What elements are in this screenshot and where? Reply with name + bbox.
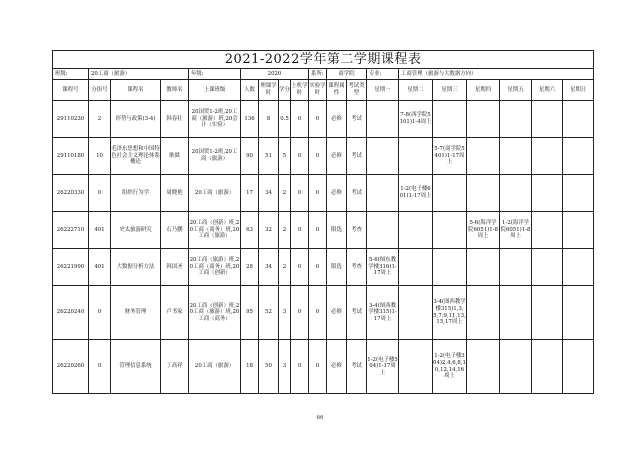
major-label: 专业: — [367, 69, 399, 80]
class-list: 20工商（旅游） — [189, 340, 241, 394]
monday-slot: 3-4(图西教学楼315)1-17周上 — [367, 286, 399, 340]
course-row — [53, 101, 594, 138]
course-name: 形势与政策(3-4) — [111, 101, 161, 138]
course-row — [53, 249, 594, 286]
student-count: 136 — [241, 101, 259, 138]
column-header: 上机学时 — [291, 80, 309, 101]
lab-hours: 0 — [309, 340, 327, 394]
course-name: 管理信息系统 — [111, 340, 161, 394]
student-count: 17 — [241, 175, 259, 212]
class-value: 20工商（旅游） — [89, 69, 189, 80]
column-header: 星期一 — [367, 80, 399, 101]
computer-hours: 0 — [291, 249, 309, 286]
course-row — [53, 138, 594, 175]
wednesday-slot — [433, 175, 467, 212]
course-number: 26222710 — [53, 212, 89, 249]
thursday-slot — [467, 286, 500, 340]
column-header: 星期五 — [500, 80, 532, 101]
sunday-slot — [563, 340, 594, 394]
course-number: 26221990 — [53, 249, 89, 286]
friday-slot — [500, 249, 532, 286]
group-number: 401 — [89, 249, 111, 286]
teacher-name: 周晓艳 — [161, 175, 189, 212]
friday-slot: 1-2(海洋学院6051)1-8周上 — [500, 212, 532, 249]
group-number: 0 — [89, 286, 111, 340]
friday-slot — [500, 101, 532, 138]
teacher-name: 韩春壮 — [161, 101, 189, 138]
student-count: 63 — [241, 212, 259, 249]
dept-label: 系所: — [309, 69, 327, 80]
course-row — [53, 212, 594, 249]
group-number: 401 — [89, 212, 111, 249]
credits: 2 — [279, 212, 291, 249]
credits: 2 — [279, 249, 291, 286]
credits: 3 — [279, 286, 291, 340]
saturday-slot — [532, 249, 563, 286]
sunday-slot — [563, 175, 594, 212]
wednesday-slot — [433, 249, 467, 286]
timetable — [52, 50, 594, 394]
saturday-slot — [532, 175, 563, 212]
column-header: 课程名 — [111, 80, 161, 101]
computer-hours: 0 — [291, 286, 309, 340]
course-number: 26220330 — [53, 175, 89, 212]
thursday-slot — [467, 340, 500, 394]
course-name: 大数据分析方法 — [111, 249, 161, 286]
exam-type: 考试 — [347, 286, 367, 340]
credits: 3 — [279, 340, 291, 394]
column-header: 分组号 — [89, 80, 111, 101]
course-name: 毛泽东思想和中国特色社会主义理论体系概论 — [111, 138, 161, 175]
lecture-hours: 50 — [259, 340, 279, 394]
column-header: 人数 — [241, 80, 259, 101]
group-number: 0 — [89, 340, 111, 394]
monday-slot: 5-6(图东教学楼316)1-17周上 — [367, 249, 399, 286]
course-number: 26220240 — [53, 286, 89, 340]
lecture-hours: 32 — [259, 212, 279, 249]
course-name: 史太旅游研究 — [111, 212, 161, 249]
course-number: 26220260 — [53, 340, 89, 394]
class-list: 20工商（创新）班,20工商（旅游）班,20工商（商务） — [189, 286, 241, 340]
group-number: 10 — [89, 138, 111, 175]
lecture-hours: 34 — [259, 175, 279, 212]
credits: 2 — [279, 175, 291, 212]
sunday-slot — [563, 286, 594, 340]
major-value: 工商管理（旅游与大数据方向） — [399, 69, 594, 80]
computer-hours: 0 — [291, 101, 309, 138]
lecture-hours: 8 — [259, 101, 279, 138]
thursday-slot — [467, 101, 500, 138]
header-row — [53, 80, 594, 101]
exam-type: 考试 — [347, 175, 367, 212]
monday-slot — [367, 101, 399, 138]
page-title: 2021-2022学年第二学期课程表 — [53, 51, 594, 69]
lab-hours: 0 — [309, 212, 327, 249]
monday-slot — [367, 175, 399, 212]
course-name: 组织行为学 — [111, 175, 161, 212]
column-header: 实验学时 — [309, 80, 327, 101]
monday-slot — [367, 138, 399, 175]
course-attribute: 必修 — [327, 286, 347, 340]
thursday-slot — [467, 138, 500, 175]
teacher-name: 韩国圣 — [161, 249, 189, 286]
tuesday-slot — [399, 340, 433, 394]
wednesday-slot: 3-4(图西教学楼315)1,3,5,7,9,11,13,15,17周上 — [433, 286, 467, 340]
lab-hours: 0 — [309, 138, 327, 175]
column-header: 学分 — [279, 80, 291, 101]
column-header: 课程号 — [53, 80, 89, 101]
column-header: 理课学时 — [259, 80, 279, 101]
column-header: 星期三 — [433, 80, 467, 101]
friday-slot — [500, 138, 532, 175]
thursday-slot — [467, 175, 500, 212]
lab-hours: 0 — [309, 101, 327, 138]
class-list: 20国贸1-2班,20工商（旅游） — [189, 138, 241, 175]
lecture-hours: 52 — [259, 286, 279, 340]
tuesday-slot: 1-2(电子楼601)1-17周上 — [399, 175, 433, 212]
exam-type: 考查 — [347, 249, 367, 286]
course-attribute: 必修 — [327, 138, 347, 175]
wednesday-slot — [433, 101, 467, 138]
course-row — [53, 286, 594, 340]
column-header: 星期四 — [467, 80, 500, 101]
page-number: 66 — [316, 415, 324, 421]
course-row — [53, 340, 594, 394]
exam-type: 考查 — [347, 212, 367, 249]
column-header: 星期日 — [563, 80, 594, 101]
sunday-slot — [563, 212, 594, 249]
teacher-name: 丁高祥 — [161, 340, 189, 394]
timetable-sheet — [52, 50, 593, 394]
monday-slot: 1-2(电子楼504)1-17周上 — [367, 340, 399, 394]
course-row — [53, 175, 594, 212]
teacher-name: 卢书家 — [161, 286, 189, 340]
saturday-slot — [532, 101, 563, 138]
column-header: 考试类型 — [347, 80, 367, 101]
grade-label: 年级: — [189, 69, 241, 80]
tuesday-slot — [399, 286, 433, 340]
teacher-name: 耿燚 — [161, 138, 189, 175]
wednesday-slot — [433, 212, 467, 249]
computer-hours: 0 — [291, 175, 309, 212]
friday-slot — [500, 340, 532, 394]
student-count: 28 — [241, 249, 259, 286]
wednesday-slot: 1-2(电子楼304)2,4,6,8,10,12,14,16周上 — [433, 340, 467, 394]
class-label: 班级: — [53, 69, 89, 80]
course-attribute: 限选 — [327, 212, 347, 249]
lecture-hours: 51 — [259, 138, 279, 175]
lab-hours: 0 — [309, 175, 327, 212]
exam-type: 考试 — [347, 101, 367, 138]
saturday-slot — [532, 286, 563, 340]
class-list: 20国贸1-2班,20工商（旅游）班,20会计（实验） — [189, 101, 241, 138]
student-count: 18 — [241, 340, 259, 394]
thursday-slot: 5-6(海洋学院6051)1-8周上 — [467, 212, 500, 249]
saturday-slot — [532, 212, 563, 249]
credits: 5 — [279, 138, 291, 175]
exam-type: 考试 — [347, 340, 367, 394]
column-header: 上课班级 — [189, 80, 241, 101]
course-attribute: 必修 — [327, 101, 347, 138]
course-attribute: 必修 — [327, 175, 347, 212]
group-number: 2 — [89, 101, 111, 138]
friday-slot — [500, 286, 532, 340]
lecture-hours: 34 — [259, 249, 279, 286]
exam-type: 考试 — [347, 138, 367, 175]
lab-hours: 0 — [309, 249, 327, 286]
column-header: 星期二 — [399, 80, 433, 101]
course-name: 财务管理 — [111, 286, 161, 340]
dept-value: 商学院 — [327, 69, 367, 80]
saturday-slot — [532, 340, 563, 394]
friday-slot — [500, 175, 532, 212]
student-count: 95 — [241, 286, 259, 340]
sunday-slot — [563, 249, 594, 286]
wednesday-slot: 5-7(商学院5401)1-17周上 — [433, 138, 467, 175]
tuesday-slot — [399, 212, 433, 249]
computer-hours: 0 — [291, 340, 309, 394]
column-header: 课程属性 — [327, 80, 347, 101]
grade-value: 2020 — [241, 69, 309, 80]
credits: 0.5 — [279, 101, 291, 138]
monday-slot — [367, 212, 399, 249]
class-list: 20工商（创新）班,20工商（商务）班,20工商（旅游） — [189, 212, 241, 249]
course-attribute: 限选 — [327, 249, 347, 286]
class-list: 20工商（旅游）班,20工商（商务）班,20工商（创新） — [189, 249, 241, 286]
tuesday-slot: 7-8(西学院5101)1-4周上 — [399, 101, 433, 138]
computer-hours: 0 — [291, 138, 309, 175]
class-info-row — [53, 69, 594, 80]
column-header: 星期六 — [532, 80, 563, 101]
tuesday-slot — [399, 138, 433, 175]
course-attribute: 必修 — [327, 340, 347, 394]
sunday-slot — [563, 138, 594, 175]
tuesday-slot — [399, 249, 433, 286]
class-list: 20工商（旅游） — [189, 175, 241, 212]
column-header: 教师名 — [161, 80, 189, 101]
course-number: 29110180 — [53, 138, 89, 175]
group-number: 0 — [89, 175, 111, 212]
student-count: 90 — [241, 138, 259, 175]
teacher-name: 石乃鹏 — [161, 212, 189, 249]
lab-hours: 0 — [309, 286, 327, 340]
saturday-slot — [532, 138, 563, 175]
course-number: 29110230 — [53, 101, 89, 138]
thursday-slot — [467, 249, 500, 286]
sunday-slot — [563, 101, 594, 138]
computer-hours: 0 — [291, 212, 309, 249]
